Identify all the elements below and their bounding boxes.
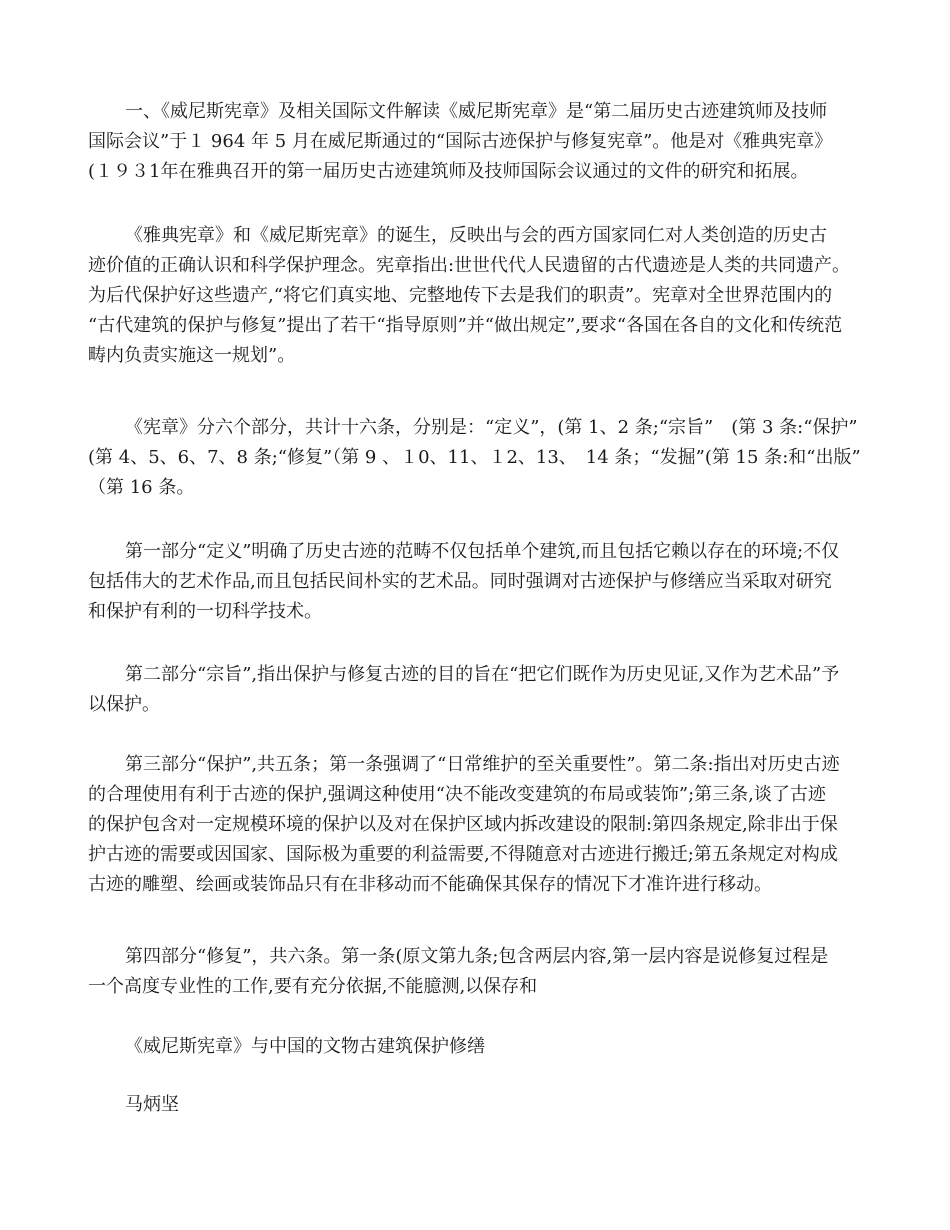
article-title (88, 1032, 868, 1062)
text-line: 第四部分“修复”，共六条。第一条(原文第九条;包含两层内容,第一层内容是说修复过程是 (125, 946, 829, 967)
text-line: 《宪章》分六个部分，共计十六条，分别是：“定义”，(第 1、2 条;“宗旨” (第 3 条:“保护” (125, 417, 858, 438)
text-line: 古迹的雕塑、绘画或装饰品只有在非移动而不能确保其保存的情况下才准许进行移动。 (88, 874, 772, 895)
paragraph-charter-structure (88, 413, 868, 503)
text-line: 为后代保护好这些遗产,“将它们真实地、完整地传下去是我们的职责”。宪章对全世界范围内的 (88, 285, 833, 306)
paragraph-part-three (88, 750, 868, 900)
text-line: 第三部分“保护”,共五条；第一条强调了“日常维护的至关重要性”。第二条:指出对历史古迹 (125, 754, 840, 775)
text-line: (第 4、5、6、7、8 条;“修复”（第 9 、１0、11、１2、13、 14 条；“发掘”(第 15 条:和“出版” (88, 447, 861, 468)
text-line: (１９３1年在雅典召开的第一届历史古迹建筑师及技师国际会议通过的文件的研究和拓展。 (88, 161, 809, 182)
text-line: 的合理使用有利于古迹的保护,强调这种使用“决不能改变建筑的布局或装饰”;第三条,谈了古迹 (88, 784, 826, 805)
text-line: （第 16 条。 (88, 477, 195, 498)
author-name (88, 1090, 868, 1120)
text-line: 第一部分“定义”明确了历史古迹的范畴不仅包括单个建筑,而且包括它赖以存在的环境;不仅 (125, 541, 840, 562)
text-line: 包括伟大的艺术作品,而且包括民间朴实的艺术品。同时强调对古迹保护与修缮应当采取对研究 (88, 571, 832, 592)
text-line: 马炳坚 (125, 1094, 179, 1115)
text-line: 《雅典宪章》和《威尼斯宪章》的诞生，反映出与会的西方国家同仁对人类创造的历史古 (125, 225, 827, 246)
text-line: 畴内负责实施这一规划”。 (88, 345, 296, 366)
text-line: 一、《威尼斯宪章》及相关国际文件解读《威尼斯宪章》是“第二届历史古迹建筑师及技师 (125, 101, 828, 122)
text-line: 迹价值的正确认识和科学保护理念。宪章指出:世世代代人民遗留的古代遗迹是人类的共同遗产。 (88, 255, 851, 276)
text-line: 国际会议”于１ 964 年 5 月在威尼斯通过的“国际古迹保护与修复宪章”。他是对《雅典宪章》 (88, 131, 833, 152)
text-line: 和保护有利的一切科学技术。 (88, 601, 322, 622)
paragraph-part-two (88, 660, 868, 720)
text-line: 以保护。 (88, 694, 160, 715)
text-line: 第二部分“宗旨”,指出保护与修复古迹的目的旨在“把它们既作为历史见证,又作为艺术品”予 (125, 664, 840, 685)
paragraph-part-four (88, 942, 868, 1002)
text-line: 护古迹的需要或因国家、国际极为重要的利益需要,不得随意对古迹进行搬迁;第五条规定对构成 (88, 844, 838, 865)
text-line: 《威尼斯宪章》与中国的文物古建筑保护修缮 (125, 1036, 485, 1057)
paragraph-intro (88, 97, 868, 187)
paragraph-charters-birth (88, 221, 868, 371)
paragraph-part-one (88, 537, 868, 627)
text-line: “古代建筑的保护与修复”提出了若干“指导原则”并“做出规定”,要求“各国在各自的文化和传统范 (88, 315, 843, 336)
text-line: 的保护包含对一定规模环境的保护以及对在保护区域内拆改建设的限制:第四条规定,除非出于保 (88, 814, 838, 835)
text-line: 一个高度专业性的工作,要有充分依据,不能臆测,以保存和 (88, 976, 538, 997)
